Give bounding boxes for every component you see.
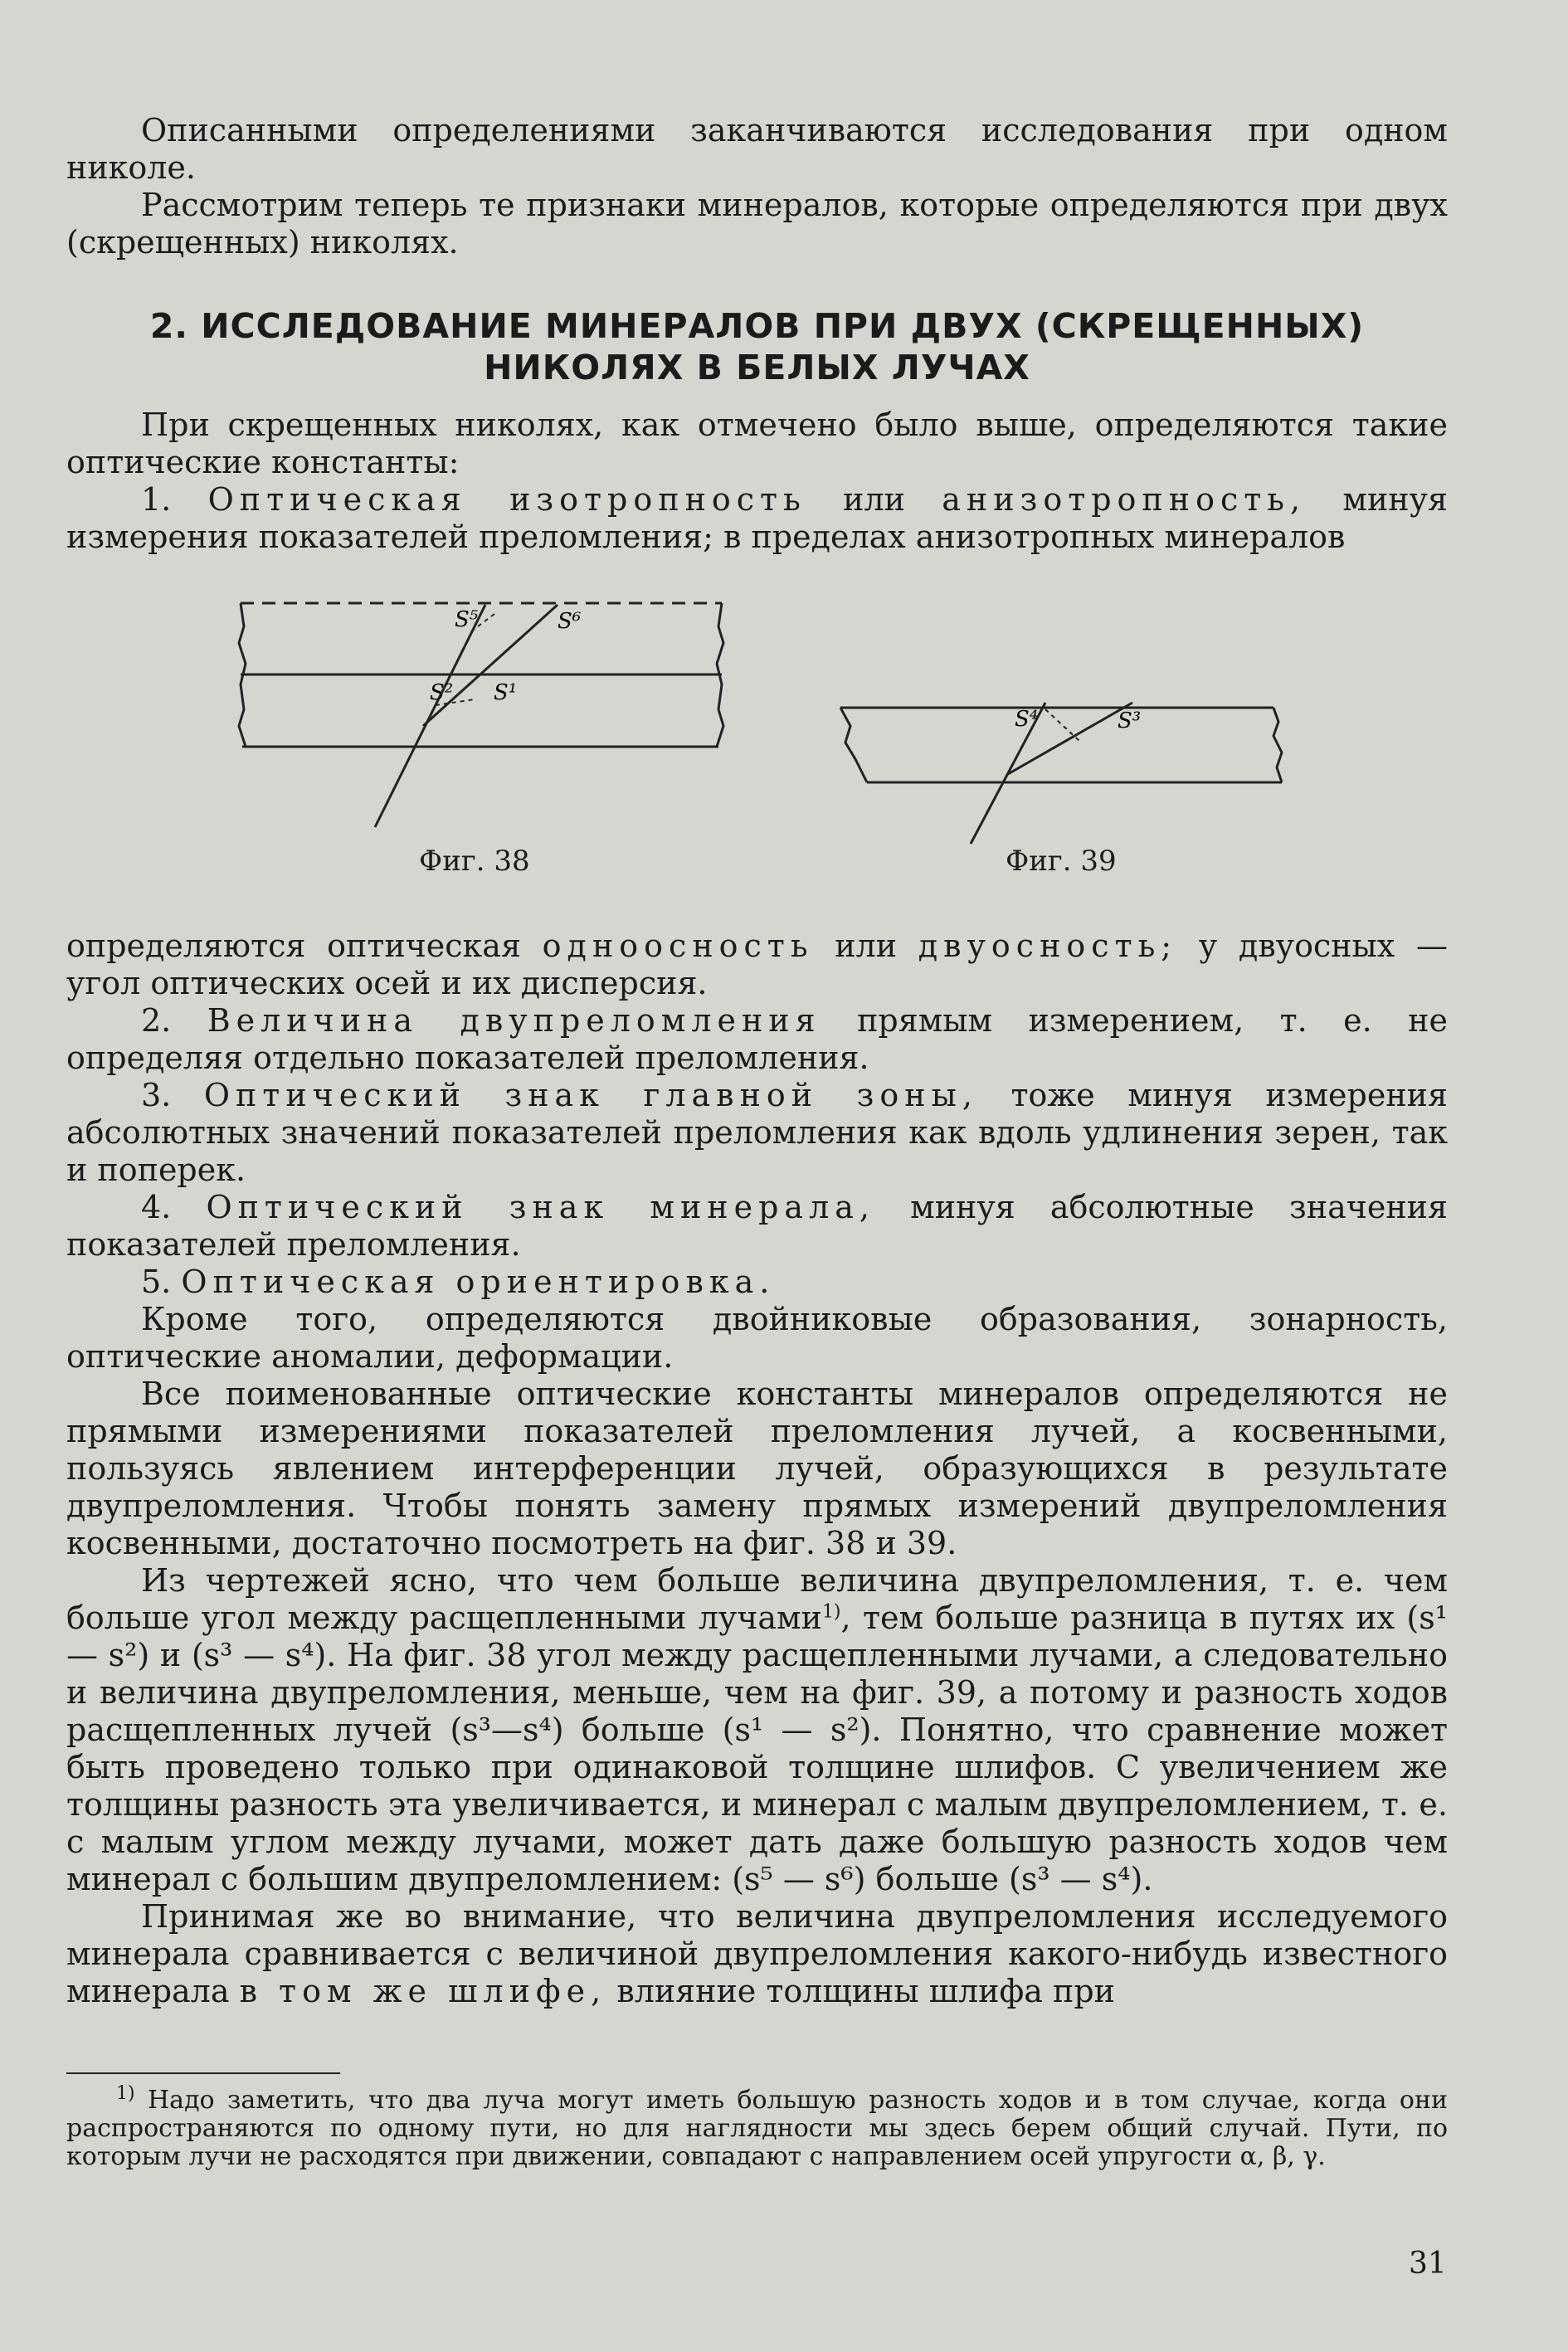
item-1 <box>66 481 1448 556</box>
intro-block <box>66 112 1448 261</box>
footnote <box>66 2083 1448 2171</box>
item-5-number: 5. <box>141 1264 172 1300</box>
last-text-a: Принимая же во внимание, что величина двупреломления исследуемого минерала сравнивается с величиной двупреломления какого-нибудь известного минерала <box>66 1898 1448 2009</box>
item-3-term: Оптический знак главной зоны, <box>203 1077 978 1113</box>
cont-text-a: определяются оптическая <box>66 928 521 964</box>
footnote-rule <box>66 2072 340 2074</box>
cont-term-1: одноосность <box>542 928 814 964</box>
footnote-ref[interactable]: 1) <box>821 1601 841 1623</box>
footnote-mark: 1) <box>116 2083 135 2104</box>
footnote-paragraph <box>66 2083 1448 2171</box>
section-block <box>66 305 1448 556</box>
fig38-label-s2: S² <box>430 680 454 705</box>
item-2-rest: прямым измерением, т. е. не определяя отдельно показателей преломления. <box>66 1002 1448 1076</box>
paragraph-last <box>66 1898 1448 2010</box>
section-lead: При скрещенных николях, как отмечено было выше, определяются такие оптические константы: <box>66 407 1448 480</box>
item-3-rest: тоже минуя измерения абсолютных значений показателей преломления как вдоль удлинения зерен, так и поперек. <box>66 1077 1448 1188</box>
cont-term-2: двуосность; <box>918 928 1178 964</box>
cont-or: или <box>835 928 898 964</box>
item-4-rest: минуя абсолютные значения показателей преломления. <box>66 1189 1448 1263</box>
item-3-number: 3. <box>141 1077 172 1113</box>
footnote-text: Надо заметить, что два луча могут иметь большую разность ходов и в том случае, когда они распространяются по одному пути, но для наглядности мы здесь берем общий случай. Пути, по которым лучи не расходятся при движении, совпадают с направлением осей упругости α, β, γ. <box>66 2086 1448 2171</box>
section-title: 2. ИССЛЕДОВАНИЕ МИНЕРАЛОВ ПРИ ДВУХ (СКРЕЩЕННЫХ) НИКОЛЯХ В БЕЛЫХ ЛУЧАХ <box>149 306 1365 387</box>
figure-39 <box>834 684 1298 850</box>
paragraph-besides: Кроме того, определяются двойниковые образования, зонарность, оптические аномалии, деформации. <box>66 1301 1448 1375</box>
item-2 <box>66 1002 1448 1077</box>
page-number: 31 <box>1409 2247 1447 2281</box>
paragraph-all-constants: Все поименованные оптические константы минералов определяются не прямыми измерениями показателей преломления лучей, а косвенными, пользуясь явлением интерференции лучей, образующихся в результате двупреломления. Чтобы понять замену прямых измерений двупреломления косвенными, достаточно посмотреть на фиг. 38 и 39. <box>66 1376 1448 1561</box>
fig38-label-s5: S⁵ <box>455 607 479 632</box>
item-4 <box>66 1189 1448 1264</box>
cont-text-b: у двуосных — угол оптических осей и их дисперсия. <box>66 928 1448 1001</box>
intro-paragraph-1: Описанными определениями заканчиваются исследования при одном николе. <box>66 112 1448 186</box>
item-3 <box>66 1077 1448 1189</box>
item-5-term: Оптическая ориентировка. <box>181 1264 776 1300</box>
paragraph-drawings <box>66 1562 1448 1898</box>
item-1-number: 1. <box>141 481 172 518</box>
fig38-label-s1: S¹ <box>494 680 518 705</box>
item-1-or: или <box>843 481 905 518</box>
fig38-label-s6: S⁶ <box>558 609 582 634</box>
last-term: в том же шлифе, <box>239 1973 607 2009</box>
item-1-rest: минуя измерения показателей преломления; в пределах анизотропных минералов <box>66 481 1448 555</box>
last-text-b: влияние толщины шлифа при <box>616 1973 1115 2009</box>
item-1-term2: анизотропность, <box>942 481 1307 518</box>
figure-39-caption: Фиг. 39 <box>1006 845 1117 878</box>
item-1-term: Оптическая изотропность <box>207 481 806 518</box>
figure-38-caption: Фиг. 38 <box>419 845 530 878</box>
item-4-number: 4. <box>141 1189 172 1225</box>
body-block <box>66 928 1448 2010</box>
fig39-label-s3: S³ <box>1118 709 1142 733</box>
intro-paragraph-2: Рассмотрим теперь те признаки минералов, которые определяются при двух (скрещенных) николях. <box>66 187 1448 261</box>
drawings-text-1: Из чертежей ясно, что чем больше величина двупреломления, т. е. чем больше угол между расщепленными лучами <box>66 1562 1448 1636</box>
item-5 <box>66 1264 1448 1301</box>
figure-38 <box>232 593 747 842</box>
continuation-paragraph <box>66 928 1448 1002</box>
item-4-term: Оптический знак минерала, <box>206 1189 875 1225</box>
fig39-label-s4: S⁴ <box>1015 707 1039 732</box>
drawings-text-2: , тем больше разница в путях их (s¹ — s²) и (s³ — s⁴). На фиг. 38 угол между расщепленными лучами, а следовательно и величина двупреломления, меньше, чем на фиг. 39, а потому и разность ходов расщепленных лучей (s³—s⁴) больше (s¹ — s²). Понятно, что сравнение может быть проведено только при одинаковой толщине шлифов. С увеличением же толщины разность эта увеличивается, и минерал с малым двупреломлением, т. е. с малым углом между лучами, может дать даже большую разность ходов чем минерал с большим двупреломлением: (s⁵ — s⁶) больше (s³ — s⁴). <box>66 1600 1448 1897</box>
item-2-term: Величина двупреломления <box>207 1002 821 1039</box>
item-2-number: 2. <box>141 1002 172 1039</box>
